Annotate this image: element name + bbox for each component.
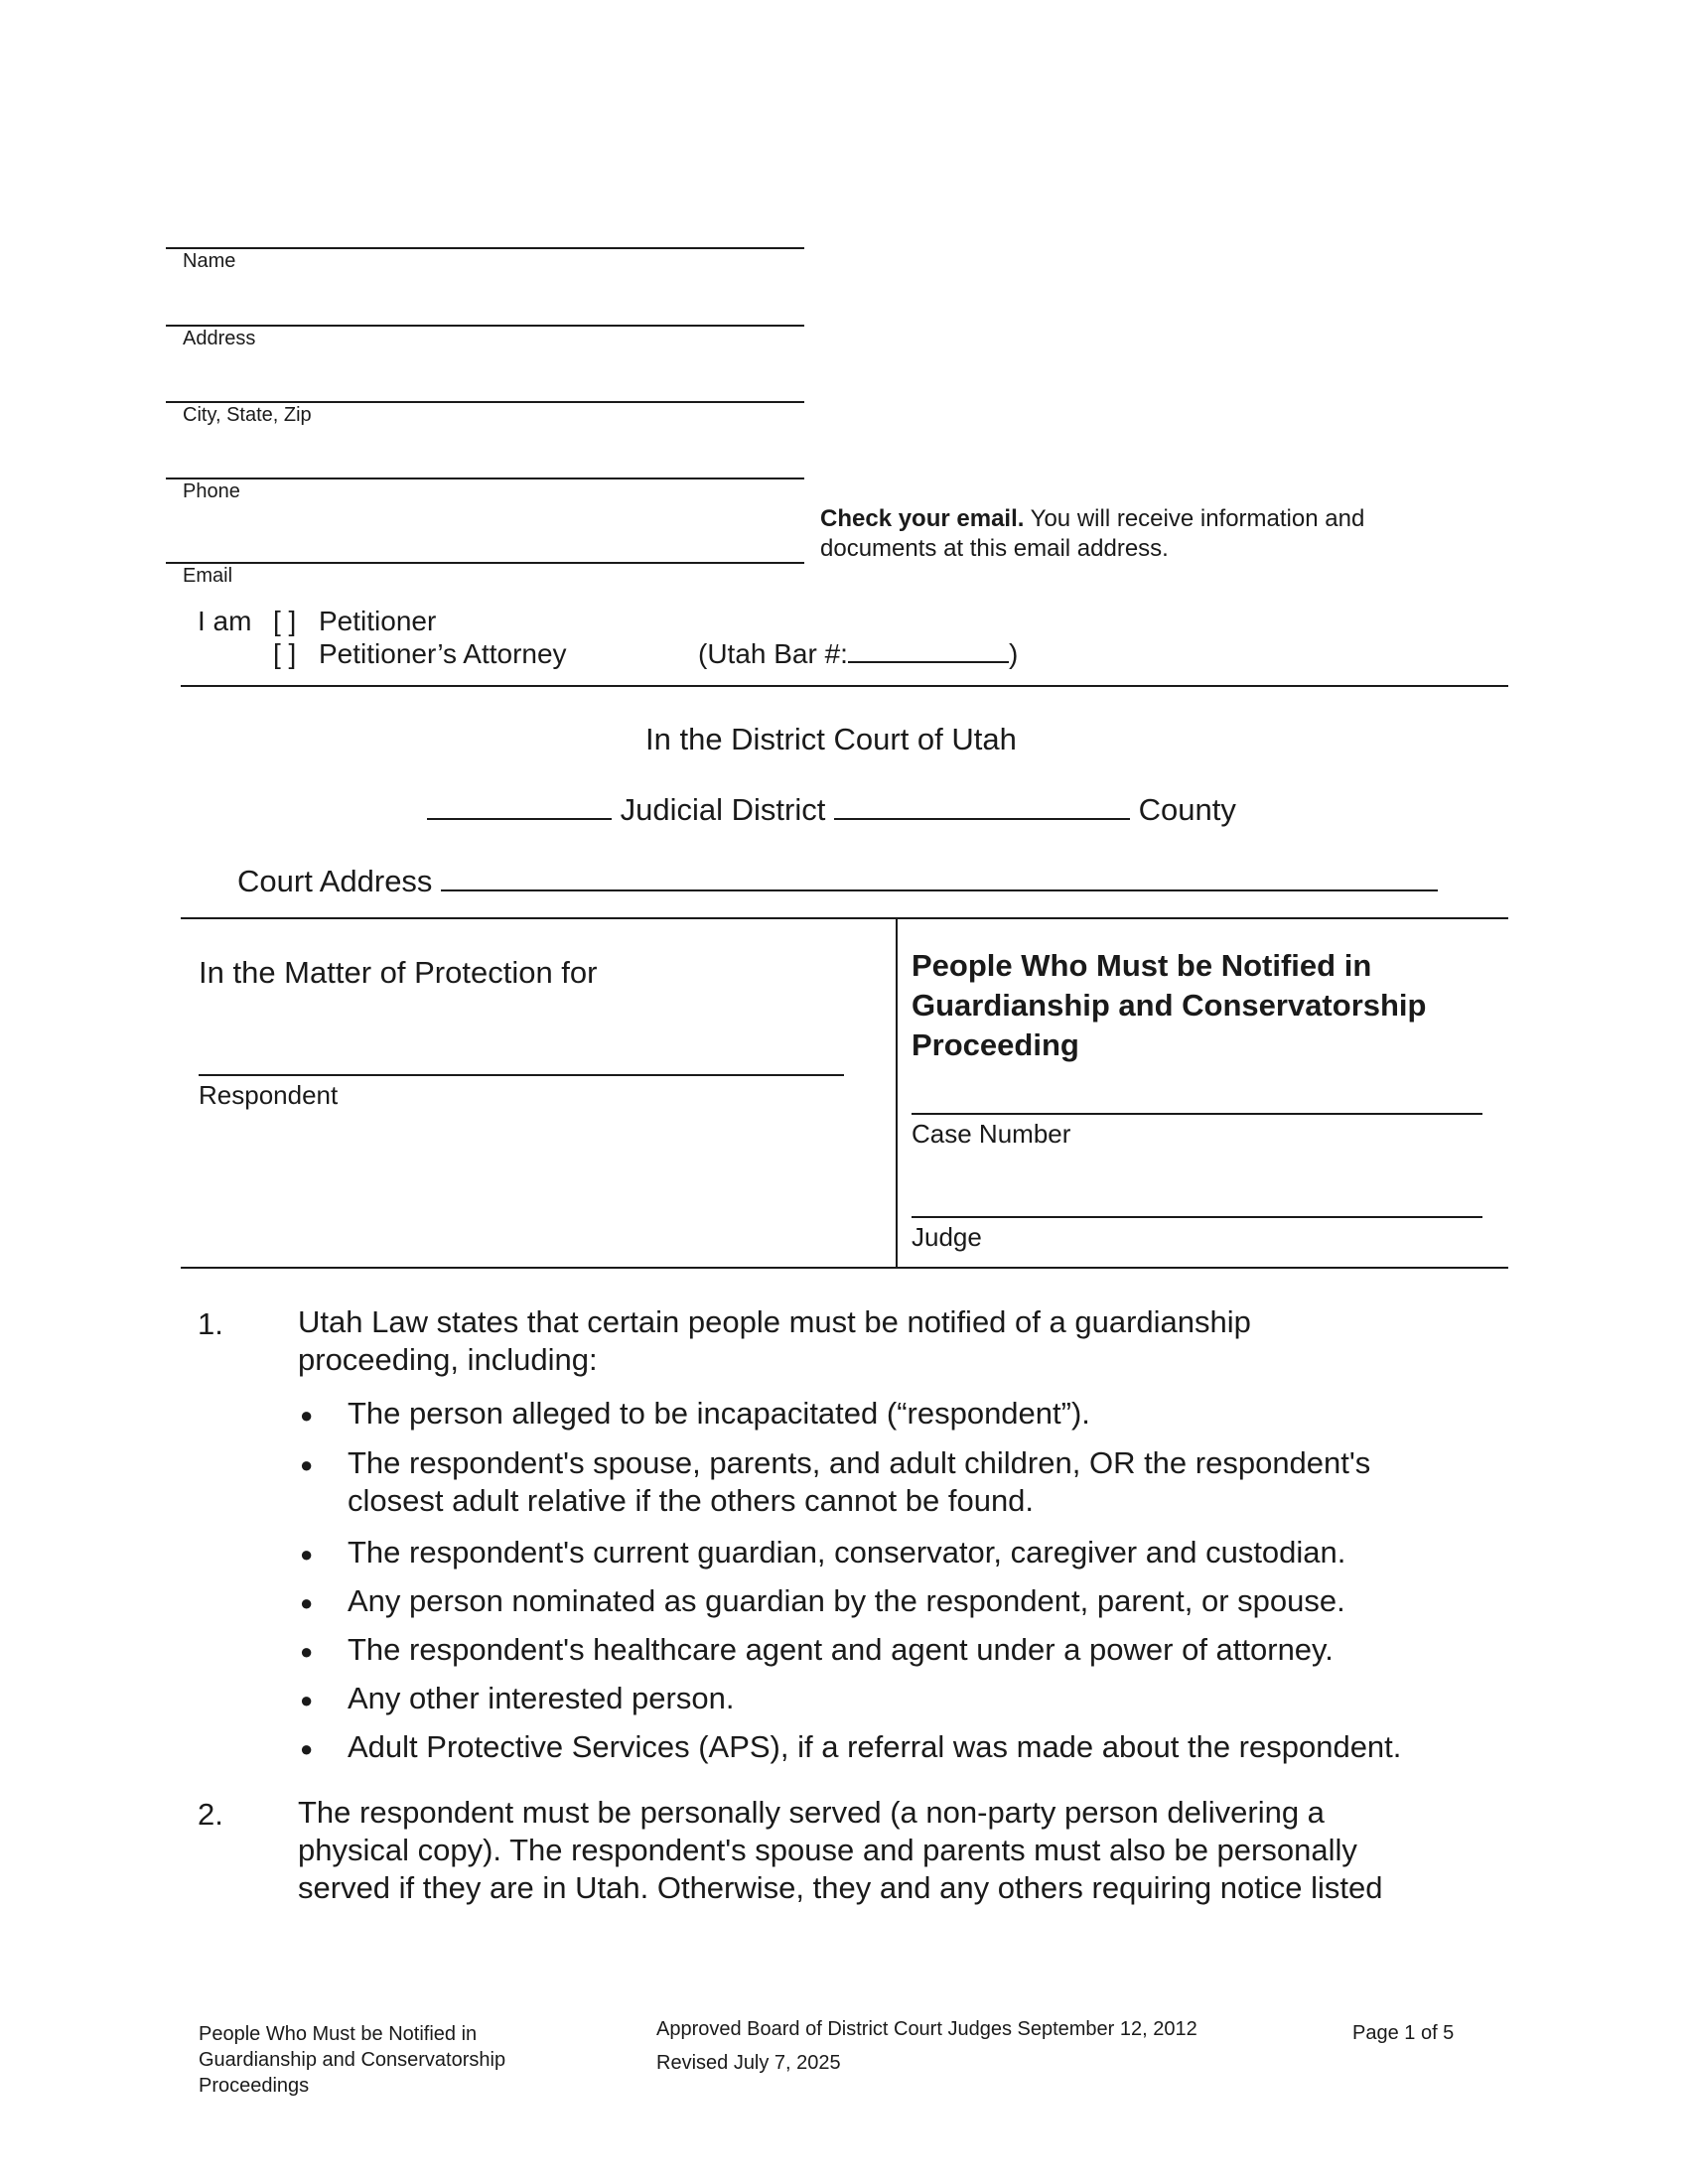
item-1-line1: Utah Law states that certain people must be notified of a guardianship — [298, 1304, 1251, 1339]
utah-bar-suffix: ) — [1008, 638, 1019, 669]
petitioner-checkbox[interactable]: [ ] — [273, 606, 297, 636]
item-2-line1: The respondent must be personally served (a non-party person delivering a — [298, 1795, 1325, 1830]
utah-bar-prefix: (Utah Bar #: — [698, 638, 848, 669]
header-divider — [181, 685, 1508, 687]
bullet-7-text: Adult Protective Services (APS), if a referral was made about the respondent. — [348, 1729, 1402, 1764]
name-line[interactable] — [166, 247, 804, 249]
bullet-6-text: Any other interested person. — [348, 1681, 735, 1715]
bullet-3-text: The respondent's current guardian, conservator, caregiver and custodian. — [348, 1535, 1346, 1570]
address-label: Address — [183, 328, 256, 349]
bullet-icon: ● — [300, 1736, 314, 1761]
bullet-2-line2: closest adult relative if the others cannot be found. — [348, 1483, 1035, 1518]
court-address-blank[interactable] — [441, 889, 1438, 891]
email-label: Email — [183, 565, 233, 587]
court-title: In the District Court of Utah — [645, 722, 1017, 756]
item-2-text — [298, 1794, 1382, 1907]
document-title-line3: Proceeding — [912, 1027, 1079, 1062]
footer-form-title-line3: Proceedings — [199, 2075, 310, 2097]
document-title-line1: People Who Must be Notified in — [912, 948, 1372, 983]
email-note-bold: Check your email. — [820, 505, 1025, 532]
bullet-5-text: The respondent's healthcare agent and agent under a power of attorney. — [348, 1632, 1334, 1667]
footer-approval-line1: Approved Board of District Court Judges September 12, 2012 — [656, 2018, 1197, 2040]
judge-line[interactable] — [912, 1216, 1482, 1218]
bullet-icon: ● — [300, 1542, 314, 1567]
caption-divider — [896, 917, 898, 1267]
district-county-row — [427, 792, 1236, 828]
footer-form-title-line2: Guardianship and Conservatorship — [199, 2049, 506, 2071]
item-2-line2: physical copy). The respondent's spouse and parents must also be personally — [298, 1833, 1357, 1867]
bullet-icon: ● — [300, 1688, 314, 1712]
bullet-icon: ● — [300, 1403, 314, 1428]
bullet-4-text: Any person nominated as guardian by the respondent, parent, or spouse. — [348, 1583, 1345, 1618]
attorney-label: Petitioner’s Attorney — [319, 638, 567, 669]
footer-revised-line: Revised July 7, 2025 — [656, 2052, 841, 2074]
address-line[interactable] — [166, 325, 804, 327]
phone-label: Phone — [183, 480, 240, 502]
county-label: County — [1138, 792, 1236, 827]
page-number: Page 1 of 5 — [1352, 2022, 1455, 2044]
caption-bottom-border — [181, 1267, 1508, 1269]
court-address-row — [237, 864, 1438, 899]
city-state-zip-label: City, State, Zip — [183, 404, 312, 426]
item-2-number: 2. — [198, 1797, 223, 1832]
attorney-checkbox[interactable]: [ ] — [273, 638, 297, 669]
county-blank[interactable] — [834, 818, 1130, 820]
document-title — [912, 946, 1426, 1065]
i-am-label: I am — [198, 606, 252, 636]
utah-bar-field[interactable] — [698, 638, 1018, 670]
item-1-text — [298, 1303, 1251, 1379]
document-title-line2: Guardianship and Conservatorship — [912, 988, 1427, 1023]
utah-bar-blank[interactable] — [848, 661, 1009, 663]
bullet-2-text — [348, 1444, 1370, 1520]
bullet-1-text: The person alleged to be incapacitated (“respondent”). — [348, 1396, 1090, 1431]
email-note-line1: You will receive information and — [1024, 505, 1365, 532]
bullet-icon: ● — [300, 1452, 314, 1477]
bullet-icon: ● — [300, 1590, 314, 1615]
case-number-label: Case Number — [912, 1119, 1071, 1149]
item-1-line2: proceeding, including: — [298, 1342, 598, 1377]
respondent-name-line[interactable] — [199, 1074, 844, 1076]
footer-form-title-line1: People Who Must be Notified in — [199, 2023, 478, 2045]
item-2-line3: served if they are in Utah. Otherwise, they and any others requiring notice listed — [298, 1870, 1383, 1905]
case-number-line[interactable] — [912, 1113, 1482, 1115]
matter-label: In the Matter of Protection for — [199, 955, 598, 990]
judicial-district-blank[interactable] — [427, 818, 612, 820]
footer-form-title — [199, 2021, 505, 2099]
email-note — [820, 504, 1436, 564]
bullet-icon: ● — [300, 1639, 314, 1664]
name-label: Name — [183, 250, 236, 272]
email-note-line2: documents at this email address. — [820, 535, 1169, 562]
phone-line[interactable] — [166, 478, 804, 479]
city-state-zip-line[interactable] — [166, 401, 804, 403]
judicial-district-label: Judicial District — [620, 792, 826, 827]
bullet-2-line1: The respondent's spouse, parents, and adult children, OR the respondent's — [348, 1445, 1371, 1480]
footer-approval — [656, 2012, 1197, 2080]
item-1-number: 1. — [198, 1306, 223, 1341]
caption-top-border — [181, 917, 1508, 919]
court-address-label: Court Address — [237, 864, 433, 898]
email-line[interactable] — [166, 562, 804, 564]
petitioner-label: Petitioner — [319, 606, 437, 636]
judge-label: Judge — [912, 1222, 982, 1252]
respondent-label: Respondent — [199, 1080, 339, 1110]
